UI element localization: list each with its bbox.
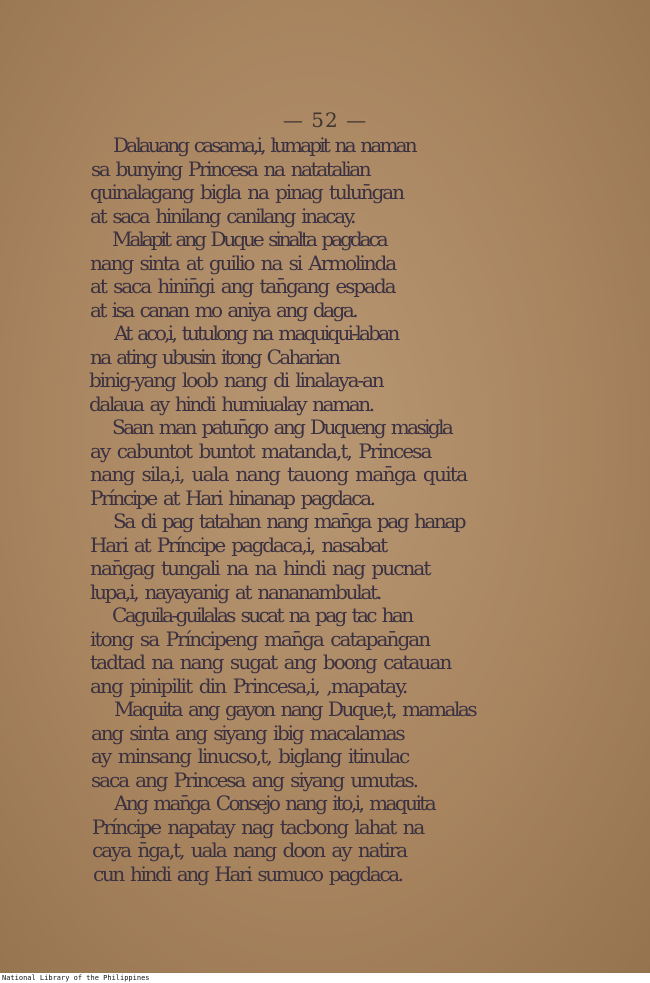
verse-line: binig-yang loob nang di linalaya-an (89, 368, 383, 392)
stanza (0, 322, 650, 416)
verse-line: saca ang Princesa ang siyang umutas. (91, 767, 417, 792)
verse-line: nan̄gag tungali na na hindi nag pucnat (90, 556, 430, 580)
verse-line: Príncipe napatay nag tacbong lahat na (92, 814, 424, 839)
stanza (0, 698, 650, 792)
verse-line: dalaua ay hindi humiualay naman. (89, 391, 373, 416)
verse-line: At aco,i, tutulong na maquiqui-laban (114, 321, 398, 345)
verse-line: caya n̄ga,t, uala nang doon ay natira (92, 838, 407, 862)
verse-line: quinalagang bigla na pinag tulun̄gan (90, 180, 403, 204)
verse-line: itong sa Príncipeng man̄ga catapan̄gan (90, 626, 430, 651)
stanza (0, 604, 650, 698)
page-number: — 52 — (282, 108, 368, 132)
verse-line: Ang man̄ga Consejo nang ito,i, maquita (114, 791, 435, 815)
verse-line: nang sinta at guilio na si Armolinda (90, 250, 396, 275)
verse-line: at isa canan mo aniya ang daga. (90, 297, 357, 322)
verse-line: Malapit ang Duque sinalta pagdaca (112, 227, 386, 251)
verse-line: ang sinta ang siyang ibig macalamas (91, 720, 404, 745)
verse-line: lupa,i, nayayanig at nananambulat. (90, 579, 381, 604)
stanza (0, 228, 650, 322)
verse-line: nang sila,i, uala nang tauong man̄ga quita (90, 462, 467, 486)
stanza (0, 510, 650, 604)
verse-line: tadtad na nang sugat ang boong catauan (90, 650, 451, 674)
verse-line: Saan man patun̄go ang Duqueng masigla (112, 415, 452, 439)
verse-line: at saca hinilang canilang inacay. (90, 203, 355, 228)
verse-line: Caguila-guilalas sucat na pag tac han (112, 603, 412, 627)
verse-line: sa bunying Princesa na natatalian (91, 156, 370, 181)
verse-line: na ating ubusin itong Caharian (90, 344, 339, 369)
verse-line: Hari at Príncipe pagdaca,i, nasabat (90, 532, 386, 557)
verse-line: Dalauang casama,i, lumapit na naman (113, 133, 415, 157)
verse-line: cun hindi ang Hari sumuco pagdaca. (93, 861, 402, 886)
verse-line: Sa di pag tatahan nang man̄ga pag hanap (113, 509, 465, 533)
stanza (0, 134, 650, 228)
verse-body (0, 134, 650, 886)
stanza (0, 792, 650, 886)
verse-line: ay minsang linucso,t, biglang itinulac (91, 744, 409, 768)
verse-line: Maquita ang gayon nang Duque,t, mamalas (114, 697, 476, 721)
verse-line: Príncipe at Hari hinanap pagdaca. (90, 485, 374, 510)
verse-line: ang pinipilit din Princesa,i, ,mapatay. (90, 673, 407, 698)
verse-line: at saca hinin̄gi ang tan̄gang espada (90, 274, 395, 298)
stanza (0, 416, 650, 510)
verse-line: ay cabuntot buntot matanda,t, Princesa (90, 438, 431, 463)
footer-credit: National Library of the Philippines (2, 974, 150, 982)
